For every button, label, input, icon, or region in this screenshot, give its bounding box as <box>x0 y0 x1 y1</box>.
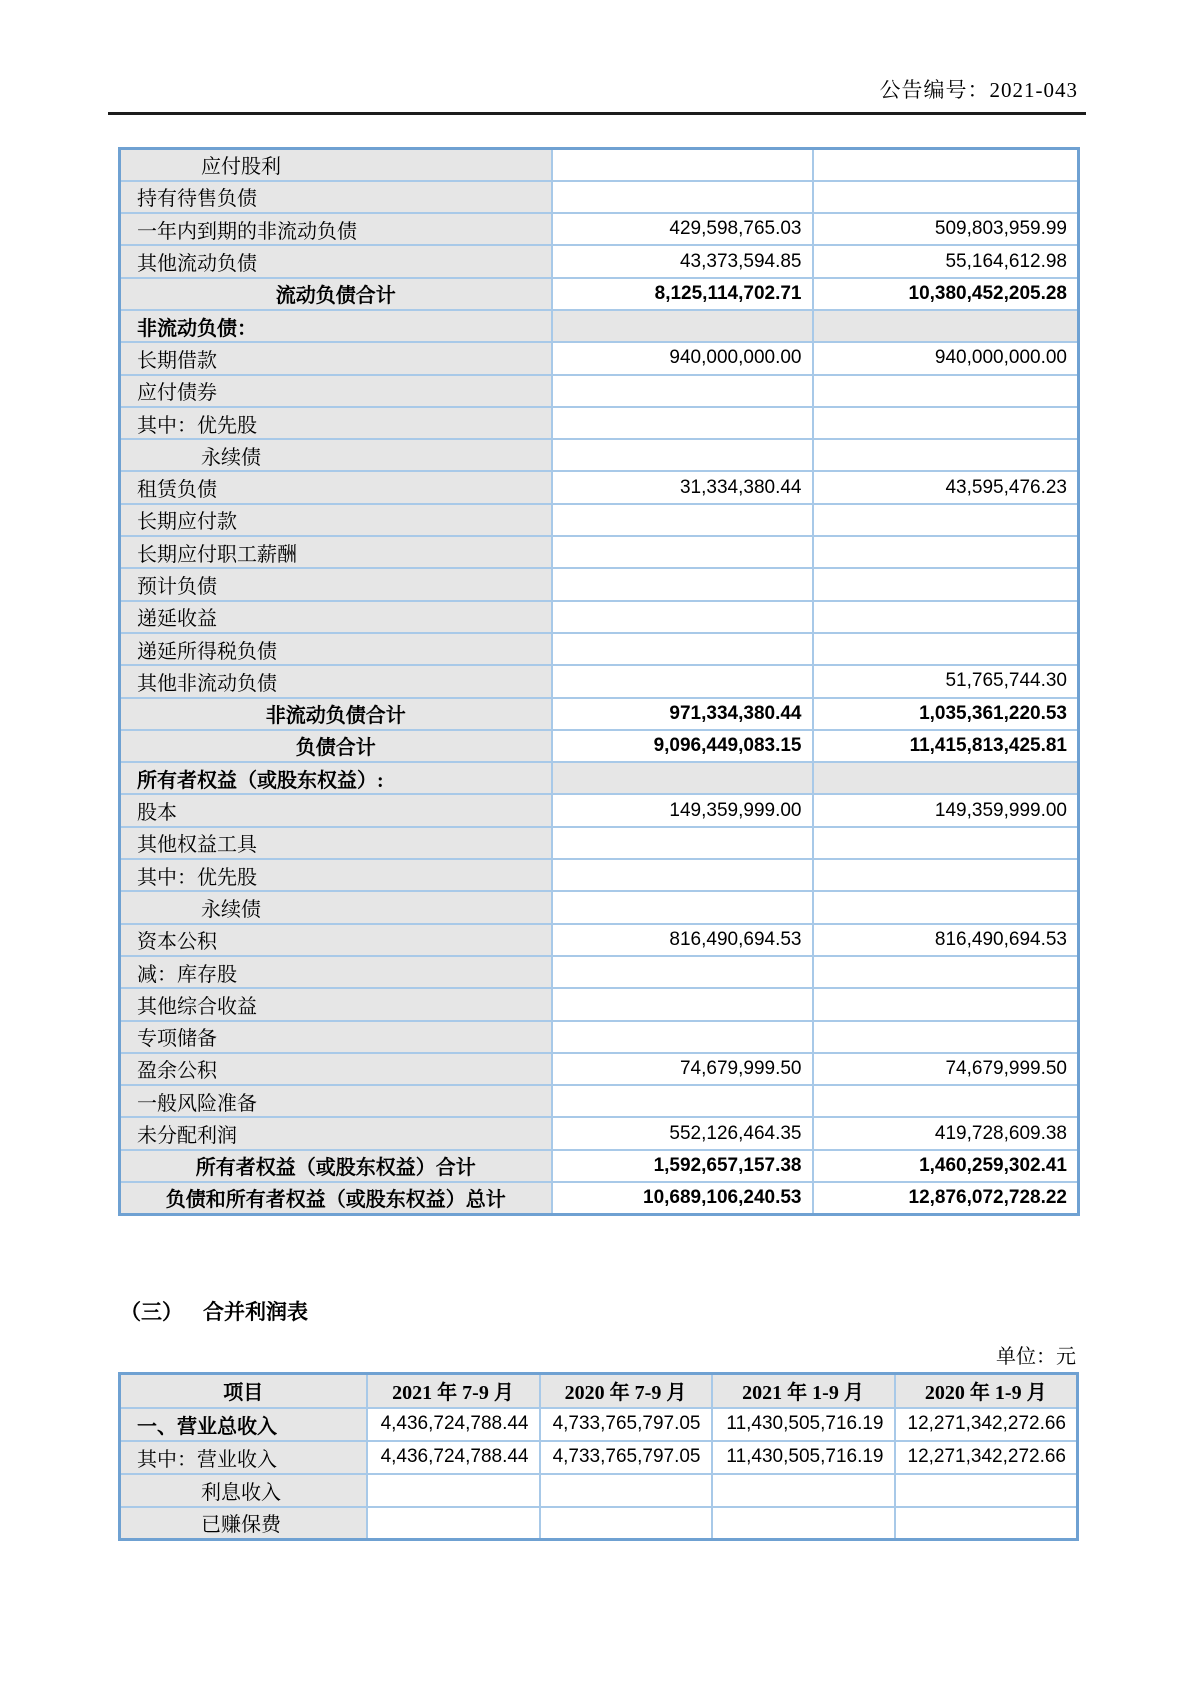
item-label-cell: 长期应付职工薪酬 <box>120 536 552 568</box>
balance-sheet-table <box>118 147 1080 1216</box>
amount-current-cell <box>552 988 813 1020</box>
amount-current-cell: 940,000,000.00 <box>552 342 813 374</box>
balance-sheet-row <box>120 827 1079 859</box>
amount-current-cell: 816,490,694.53 <box>552 924 813 956</box>
balance-sheet-row <box>120 988 1079 1020</box>
amount-cell: 12,271,342,272.66 <box>895 1408 1078 1441</box>
item-label-cell: 其他流动负债 <box>120 245 552 277</box>
amount-prior-cell <box>813 956 1079 988</box>
income-statement-heading <box>120 1296 308 1326</box>
amount-prior-cell <box>813 601 1079 633</box>
item-label-cell: 一般风险准备 <box>120 1085 552 1117</box>
item-label-cell: 应付债券 <box>120 375 552 407</box>
balance-sheet-row <box>120 1085 1079 1117</box>
amount-prior-cell <box>813 504 1079 536</box>
item-label-cell: 递延所得税负债 <box>120 633 552 665</box>
amount-current-cell <box>552 439 813 471</box>
balance-sheet-row <box>120 698 1079 730</box>
balance-sheet-row <box>120 601 1079 633</box>
amount-current-cell <box>552 601 813 633</box>
balance-sheet-row <box>120 859 1079 891</box>
amount-cell <box>712 1507 895 1540</box>
item-label-cell: 永续债 <box>120 439 552 471</box>
amount-cell: 4,436,724,788.44 <box>367 1441 540 1474</box>
amount-cell: 11,430,505,716.19 <box>712 1408 895 1441</box>
amount-prior-cell <box>813 149 1079 181</box>
amount-cell <box>895 1507 1078 1540</box>
item-label-cell: 负债合计 <box>120 730 552 762</box>
balance-sheet-row <box>120 1182 1079 1214</box>
balance-sheet-row <box>120 1053 1079 1085</box>
amount-current-cell: 74,679,999.50 <box>552 1053 813 1085</box>
amount-prior-cell <box>813 859 1079 891</box>
item-label-cell: 一、营业总收入 <box>120 1408 367 1441</box>
amount-current-cell <box>552 149 813 181</box>
item-label-cell: 租赁负债 <box>120 471 552 503</box>
amount-prior-cell <box>813 633 1079 665</box>
column-header-item: 项目 <box>120 1374 367 1408</box>
balance-sheet-row <box>120 213 1079 245</box>
item-label-cell: 递延收益 <box>120 601 552 633</box>
item-label-cell: 减：库存股 <box>120 956 552 988</box>
amount-current-cell: 149,359,999.00 <box>552 794 813 826</box>
amount-prior-cell <box>813 407 1079 439</box>
income-statement-row <box>120 1441 1078 1474</box>
amount-prior-cell <box>813 891 1079 923</box>
amount-cell <box>895 1474 1078 1507</box>
amount-current-cell <box>552 310 813 342</box>
amount-cell <box>367 1507 540 1540</box>
balance-sheet-body <box>120 149 1079 1215</box>
item-label-cell: 非流动负债： <box>120 310 552 342</box>
amount-prior-cell: 74,679,999.50 <box>813 1053 1079 1085</box>
amount-current-cell <box>552 568 813 600</box>
amount-current-cell: 429,598,765.03 <box>552 213 813 245</box>
balance-sheet-row <box>120 310 1079 342</box>
amount-current-cell <box>552 827 813 859</box>
amount-prior-cell: 419,728,609.38 <box>813 1117 1079 1149</box>
amount-current-cell: 10,689,106,240.53 <box>552 1182 813 1214</box>
amount-prior-cell <box>813 1085 1079 1117</box>
item-label-cell: 股本 <box>120 794 552 826</box>
amount-current-cell <box>552 633 813 665</box>
balance-sheet-row <box>120 924 1079 956</box>
item-label-cell: 所有者权益（或股东权益）: <box>120 762 552 794</box>
balance-sheet-row <box>120 375 1079 407</box>
income-statement-row <box>120 1408 1078 1441</box>
balance-sheet-row <box>120 471 1079 503</box>
amount-current-cell <box>552 665 813 697</box>
income-statement-body <box>120 1408 1078 1540</box>
balance-sheet-row <box>120 504 1079 536</box>
item-label-cell: 利息收入 <box>120 1474 367 1507</box>
amount-cell: 4,733,765,797.05 <box>540 1441 712 1474</box>
amount-current-cell <box>552 956 813 988</box>
item-label-cell: 其中：营业收入 <box>120 1441 367 1474</box>
item-label-cell: 永续债 <box>120 891 552 923</box>
amount-current-cell <box>552 891 813 923</box>
column-header-period: 2021 年 1-9 月 <box>712 1374 895 1408</box>
item-label-cell: 其他非流动负债 <box>120 665 552 697</box>
amount-current-cell <box>552 181 813 213</box>
item-label-cell: 所有者权益（或股东权益）合计 <box>120 1150 552 1182</box>
header-divider-line <box>108 112 1086 115</box>
amount-prior-cell: 43,595,476.23 <box>813 471 1079 503</box>
amount-current-cell <box>552 859 813 891</box>
item-label-cell: 专项储备 <box>120 1021 552 1053</box>
item-label-cell: 一年内到期的非流动负债 <box>120 213 552 245</box>
column-header-period: 2020 年 7-9 月 <box>540 1374 712 1408</box>
balance-sheet-row <box>120 665 1079 697</box>
amount-current-cell: 9,096,449,083.15 <box>552 730 813 762</box>
amount-prior-cell: 51,765,744.30 <box>813 665 1079 697</box>
section-title: 合并利润表 <box>203 1300 308 1324</box>
amount-prior-cell: 11,415,813,425.81 <box>813 730 1079 762</box>
item-label-cell: 盈余公积 <box>120 1053 552 1085</box>
amount-cell <box>367 1474 540 1507</box>
balance-sheet-row <box>120 245 1079 277</box>
balance-sheet-row <box>120 342 1079 374</box>
balance-sheet-row <box>120 891 1079 923</box>
amount-current-cell: 552,126,464.35 <box>552 1117 813 1149</box>
balance-sheet-row <box>120 1117 1079 1149</box>
item-label-cell: 非流动负债合计 <box>120 698 552 730</box>
amount-current-cell <box>552 536 813 568</box>
amount-prior-cell <box>813 181 1079 213</box>
balance-sheet-row <box>120 730 1079 762</box>
column-header-period: 2021 年 7-9 月 <box>367 1374 540 1408</box>
balance-sheet-row <box>120 439 1079 471</box>
balance-sheet-row <box>120 278 1079 310</box>
amount-cell <box>540 1507 712 1540</box>
amount-prior-cell: 55,164,612.98 <box>813 245 1079 277</box>
balance-sheet-row <box>120 1150 1079 1182</box>
amount-current-cell <box>552 504 813 536</box>
amount-current-cell <box>552 762 813 794</box>
amount-current-cell: 971,334,380.44 <box>552 698 813 730</box>
amount-prior-cell: 149,359,999.00 <box>813 794 1079 826</box>
amount-prior-cell <box>813 536 1079 568</box>
amount-prior-cell: 1,460,259,302.41 <box>813 1150 1079 1182</box>
amount-prior-cell: 816,490,694.53 <box>813 924 1079 956</box>
amount-current-cell: 1,592,657,157.38 <box>552 1150 813 1182</box>
item-label-cell: 长期借款 <box>120 342 552 374</box>
amount-prior-cell: 940,000,000.00 <box>813 342 1079 374</box>
amount-cell: 4,436,724,788.44 <box>367 1408 540 1441</box>
amount-prior-cell <box>813 375 1079 407</box>
item-label-cell: 其他综合收益 <box>120 988 552 1020</box>
item-label-cell: 流动负债合计 <box>120 278 552 310</box>
announcement-number: 公告编号：2021-043 <box>879 78 1078 102</box>
balance-sheet-row <box>120 149 1079 181</box>
amount-cell: 12,271,342,272.66 <box>895 1441 1078 1474</box>
balance-sheet-row <box>120 956 1079 988</box>
amount-current-cell <box>552 1021 813 1053</box>
amount-cell <box>712 1474 895 1507</box>
balance-sheet-row <box>120 568 1079 600</box>
item-label-cell: 未分配利润 <box>120 1117 552 1149</box>
balance-sheet-row <box>120 794 1079 826</box>
amount-prior-cell <box>813 762 1079 794</box>
income-statement-header-row <box>120 1374 1078 1408</box>
item-label-cell: 其他权益工具 <box>120 827 552 859</box>
balance-sheet-row <box>120 407 1079 439</box>
balance-sheet-row <box>120 1021 1079 1053</box>
amount-prior-cell <box>813 310 1079 342</box>
amount-prior-cell: 1,035,361,220.53 <box>813 698 1079 730</box>
unit-label: 单位：元 <box>996 1346 1076 1368</box>
amount-prior-cell <box>813 1021 1079 1053</box>
balance-sheet-row <box>120 536 1079 568</box>
balance-sheet-row <box>120 633 1079 665</box>
income-statement-row <box>120 1507 1078 1540</box>
section-index: （三） <box>120 1300 183 1324</box>
amount-prior-cell <box>813 439 1079 471</box>
amount-prior-cell <box>813 568 1079 600</box>
amount-prior-cell <box>813 988 1079 1020</box>
amount-prior-cell <box>813 827 1079 859</box>
income-statement-row <box>120 1474 1078 1507</box>
amount-cell: 11,430,505,716.19 <box>712 1441 895 1474</box>
item-label-cell: 负债和所有者权益（或股东权益）总计 <box>120 1182 552 1214</box>
item-label-cell: 长期应付款 <box>120 504 552 536</box>
amount-prior-cell: 509,803,959.99 <box>813 213 1079 245</box>
amount-current-cell: 31,334,380.44 <box>552 471 813 503</box>
amount-cell: 4,733,765,797.05 <box>540 1408 712 1441</box>
item-label-cell: 持有待售负债 <box>120 181 552 213</box>
item-label-cell: 应付股利 <box>120 149 552 181</box>
amount-current-cell: 43,373,594.85 <box>552 245 813 277</box>
item-label-cell: 已赚保费 <box>120 1507 367 1540</box>
income-statement-table <box>118 1372 1079 1541</box>
item-label-cell: 资本公积 <box>120 924 552 956</box>
item-label-cell: 其中：优先股 <box>120 859 552 891</box>
balance-sheet-row <box>120 181 1079 213</box>
balance-sheet-row <box>120 762 1079 794</box>
amount-current-cell <box>552 375 813 407</box>
amount-current-cell: 8,125,114,702.71 <box>552 278 813 310</box>
amount-prior-cell: 12,876,072,728.22 <box>813 1182 1079 1214</box>
income-statement-header <box>120 1374 1078 1408</box>
item-label-cell: 预计负债 <box>120 568 552 600</box>
column-header-period: 2020 年 1-9 月 <box>895 1374 1078 1408</box>
amount-current-cell <box>552 1085 813 1117</box>
amount-prior-cell: 10,380,452,205.28 <box>813 278 1079 310</box>
item-label-cell: 其中：优先股 <box>120 407 552 439</box>
amount-cell <box>540 1474 712 1507</box>
amount-current-cell <box>552 407 813 439</box>
